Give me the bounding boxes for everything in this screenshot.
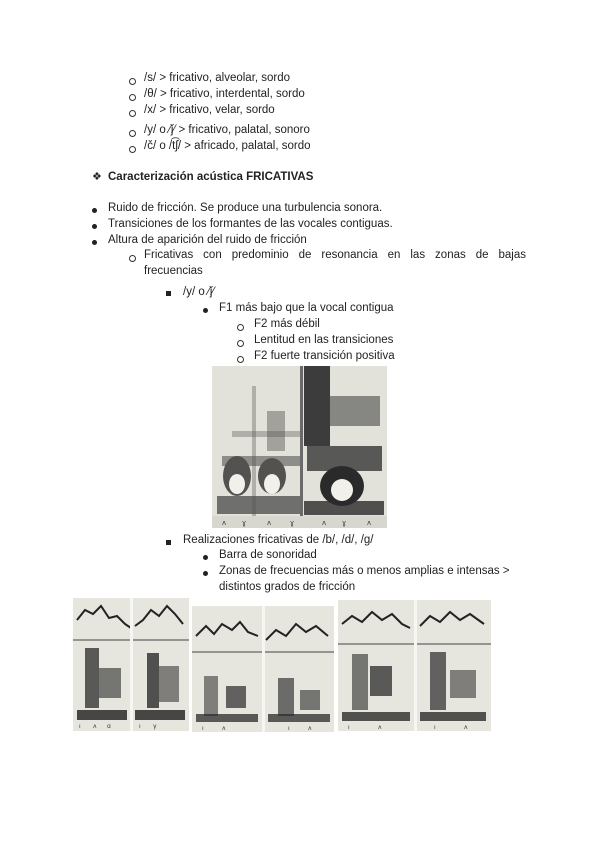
feature-item: Altura de aparición del ruido de fricción [108,234,307,246]
feature-item: Transiciones de los formantes de las vocales contiguas. [108,218,393,230]
svg-text:ı: ı [139,723,141,730]
zones-text: Zonas de frecuencias más o menos amplias e intensas > [219,565,510,577]
consonant-item: /č/ o /t͡ʃ/ > africado, palatal, sordo [144,140,311,152]
bullet-circle [129,110,136,117]
voicing-text: Barra de sonoridad [219,549,317,561]
f1-text: F1 más bajo que la vocal contigua [219,302,394,314]
svg-text:ɑ: ɑ [107,723,111,730]
f-detail: F2 más débil [254,318,320,330]
palatal-label: /y/ o ⁄ǰ⁄ [183,286,215,298]
svg-text:ɣ: ɣ [290,519,295,527]
bullet-square [166,540,171,545]
svg-text:ı: ı [79,723,81,730]
svg-text:ʌ: ʌ [93,723,97,730]
bullet-dot [92,240,97,245]
svg-text:ʌ: ʌ [322,519,327,527]
svg-text:ʌ: ʌ [222,519,227,527]
consonant-item: /x/ > fricativo, velar, sordo [144,104,275,116]
svg-text:ʌ: ʌ [378,724,382,731]
svg-text:ı: ı [348,724,350,731]
bullet-dot [203,308,208,313]
feature-item: Ruido de fricción. Se produce una turbulencia sonora. [108,202,383,214]
bullet-circle [129,130,136,137]
svg-text:ʌ: ʌ [308,725,312,732]
spectrogram-g-image [338,600,491,731]
realizaciones-label: Realizaciones fricativas de /b/, /d/, /g/ [183,534,374,546]
svg-text:ı: ı [434,724,436,731]
svg-text:γ: γ [153,723,157,730]
svg-text:ı: ı [288,725,290,732]
bullet-square [166,291,171,296]
bullet-circle [237,340,244,347]
bullet-circle [129,255,136,262]
consonant-item: /y/ o ⁄ǰ⁄ > fricativo, palatal, sonoro [144,124,310,136]
f-detail: Lentitud en las transiciones [254,334,394,346]
consonant-item: /θ/ > fricativo, interdental, sordo [144,88,305,100]
bullet-circle [237,324,244,331]
bullet-circle [129,146,136,153]
bullet-dot [92,208,97,213]
svg-text:ɣ: ɣ [242,519,247,527]
spectrogram-b-image [73,598,189,731]
bullet-dot [203,555,208,560]
bullet-circle [237,356,244,363]
bullet-dot [92,224,97,229]
bullet-circle [129,78,136,85]
svg-text:ɣ: ɣ [342,519,347,527]
diamond-bullet-icon: ❖ [92,171,102,183]
spectrogram-palatal-image [212,366,387,528]
svg-text:ʌ: ʌ [267,519,272,527]
zones-text-continued: distintos grados de fricción [219,581,356,593]
bullet-dot [203,571,208,576]
section-title: Caracterización acústica FRICATIVAS [108,171,314,183]
consonant-item: /s/ > fricativo, alveolar, sordo [144,72,291,84]
resonance-text: Fricativas con predominio de resonancia en las zonas de bajas frecuencias [144,249,526,277]
svg-text:ʌ: ʌ [367,519,372,527]
f-detail: F2 fuerte transición positiva [254,350,395,362]
spectrogram-d-image [192,606,334,732]
bullet-circle [129,94,136,101]
svg-text:ı: ı [202,725,204,732]
svg-text:ʌ: ʌ [464,724,468,731]
svg-text:ʌ: ʌ [222,725,226,732]
